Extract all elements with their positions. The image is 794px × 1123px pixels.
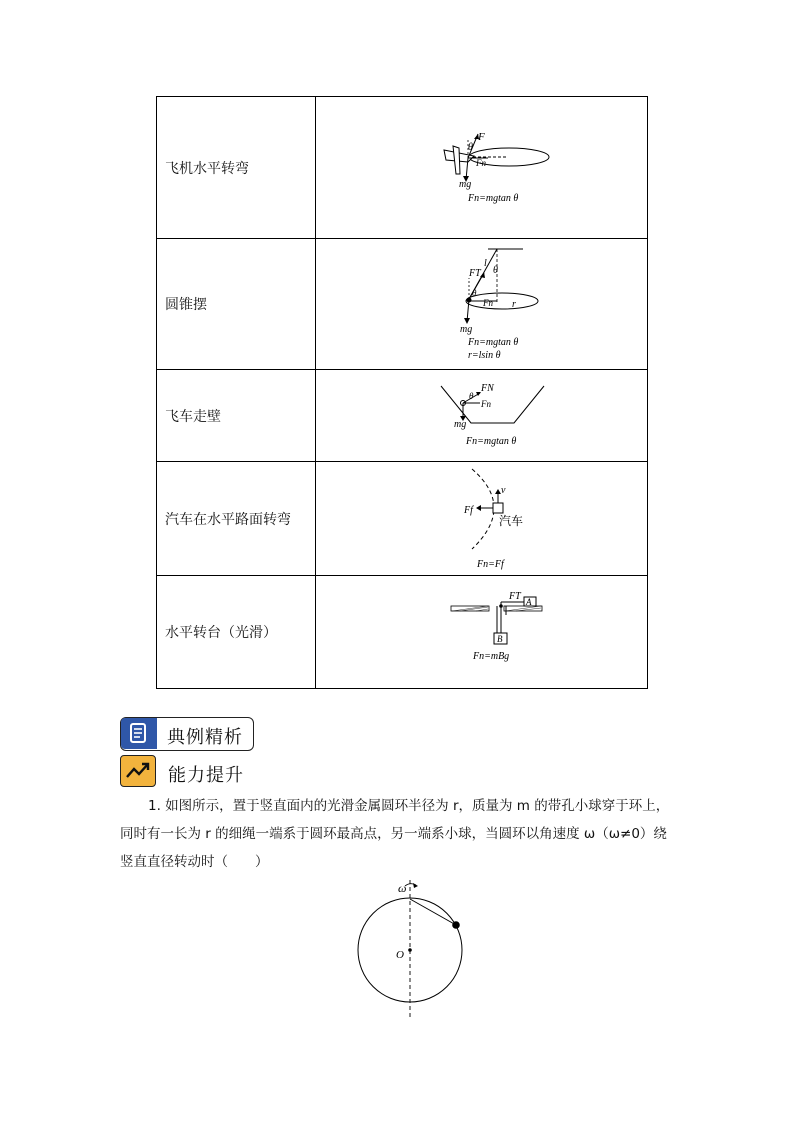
formula: Fn=mgtan θ <box>468 336 519 348</box>
figure-label-mg: mg <box>460 323 473 335</box>
question-line: 同时有一长为 r 的细绳一端系于圆环最高点，另一端系小球，当圆环以角速度 ω（ω≠0）绕 <box>120 826 667 842</box>
case-label: 飞车走壁 <box>157 370 316 462</box>
wall-riding-figure <box>316 370 648 462</box>
trend-up-icon <box>120 755 156 787</box>
figure-label-Fn: Fn <box>476 157 486 168</box>
ability-section-banner <box>120 755 254 789</box>
figure-label-r: r <box>512 298 516 310</box>
case-label: 汽车在水平路面转弯 <box>157 462 316 576</box>
figure-label-Ff: Ff <box>464 504 473 516</box>
figure-label-B: B <box>497 633 503 644</box>
turntable-figure <box>316 576 648 689</box>
ring-figure <box>350 872 470 1026</box>
figure-label-FT: FT <box>469 267 481 279</box>
figure-label-theta: θ <box>469 390 474 401</box>
circular-motion-cases-table <box>156 96 648 689</box>
figure-label-Fn: Fn <box>481 398 491 409</box>
formula: Fn=Ff <box>477 558 504 570</box>
table-row <box>157 576 648 689</box>
case-label: 飞机水平转弯 <box>157 97 316 239</box>
document-icon <box>121 718 157 749</box>
formula: Fn=mgtan θ <box>466 435 517 447</box>
example-section-banner <box>120 717 254 751</box>
formula-2: r=lsin θ <box>468 349 501 361</box>
case-label: 水平转台（光滑） <box>157 576 316 689</box>
figure-label-mg: mg <box>454 418 467 430</box>
figure-label-l: l <box>484 257 487 269</box>
figure-label-FT: FT <box>509 590 521 602</box>
car-turn-figure <box>316 462 648 576</box>
table-row <box>157 239 648 370</box>
table-row <box>157 370 648 462</box>
airplane-turn-figure <box>316 97 648 239</box>
figure-label-omega: ω <box>398 881 407 895</box>
conical-pendulum-figure <box>316 239 648 370</box>
figure-label-theta2: θ <box>472 287 477 298</box>
table-row <box>157 97 648 239</box>
figure-label-A: A <box>526 596 532 607</box>
figure-label-theta: θ <box>468 141 473 153</box>
table-row <box>157 462 648 576</box>
question-1 <box>120 792 680 876</box>
figure-label-car: 汽车 <box>499 513 524 528</box>
formula: Fn=mgtan θ <box>468 192 519 204</box>
case-label: 圆锥摆 <box>157 239 316 370</box>
formula: Fn=mBg <box>473 650 510 662</box>
figure-label-Fn: Fn <box>483 297 493 308</box>
example-section-title: 典例精析 <box>167 727 243 748</box>
question-line: 1. 如图所示，置于竖直面内的光滑金属圆环半径为 r，质量为 m 的带孔小球穿于环上， <box>148 798 670 814</box>
ability-section-title: 能力提升 <box>168 765 244 786</box>
figure-label-F: F <box>478 130 485 143</box>
question-line: 竖直直径转动时（ ） <box>120 854 269 870</box>
figure-label-theta: θ <box>493 264 498 276</box>
figure-label-center: O <box>396 949 404 961</box>
figure-label-FN: FN <box>481 382 494 394</box>
figure-label-mg: mg <box>459 178 472 190</box>
figure-label-v: v <box>501 484 506 496</box>
